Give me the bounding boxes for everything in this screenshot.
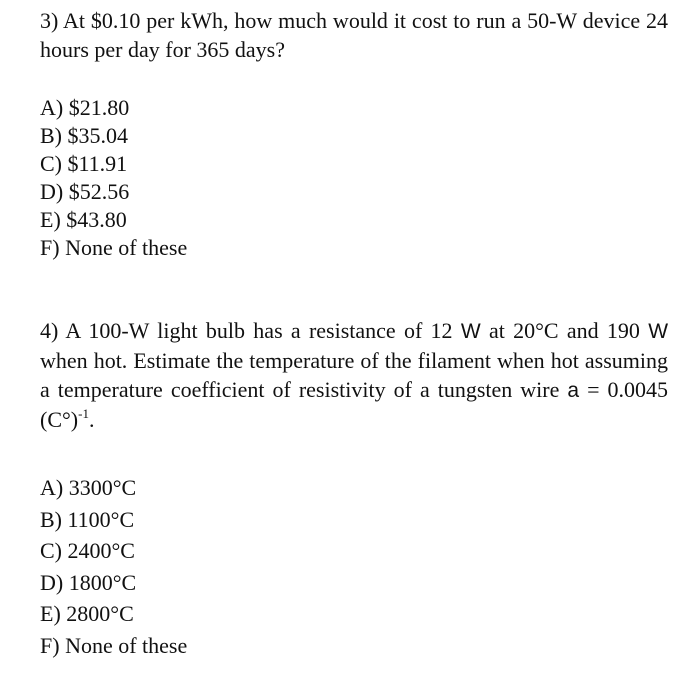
- question-4-stem: [40, 316, 668, 434]
- choice-text: None of these: [65, 235, 188, 260]
- choice-text: $43.80: [66, 207, 127, 232]
- choice-letter: F): [40, 632, 60, 658]
- choice-text: $11.91: [67, 151, 128, 176]
- question-text-part-1: A 100-W light bulb has a resistance of 12: [65, 318, 453, 343]
- choice-letter: D): [40, 179, 64, 204]
- choice-text: None of these: [65, 632, 188, 658]
- choice-text: 2400°C: [67, 538, 135, 563]
- answer-choice-b: [40, 122, 668, 150]
- answer-choices: [40, 472, 668, 661]
- answer-choice-d: [40, 178, 668, 206]
- answer-choice-d: [40, 567, 668, 599]
- answer-choice-a: [40, 472, 668, 504]
- answer-choice-f: [40, 630, 668, 662]
- choice-text: $21.80: [68, 95, 130, 120]
- question-text-part-2: at 20°C and 190: [488, 318, 640, 343]
- answer-choice-e: [40, 206, 668, 234]
- question-text-part-5: .: [88, 407, 95, 432]
- question-number: 4): [40, 318, 59, 343]
- question-text: At $0.10 per kWh, how much would it cost to run a 50-W device 24 hours per day for 365 days?: [40, 8, 668, 62]
- question-4: [40, 316, 668, 661]
- ohm-symbol: W: [648, 320, 669, 343]
- choice-text: 2800°C: [66, 601, 134, 626]
- question-text-part-3: when hot. Estimate the temperature of the filament when hot assuming a temperature coefficient of resistivity of a tungsten wire: [40, 348, 668, 402]
- answer-choice-c: [40, 535, 668, 567]
- answer-choice-e: [40, 598, 668, 630]
- question-3: [40, 6, 668, 262]
- ohm-symbol: W: [460, 320, 481, 343]
- choice-letter: A): [40, 95, 64, 120]
- choice-letter: C): [40, 151, 62, 176]
- question-number: 3): [40, 8, 59, 33]
- choice-text: $52.56: [68, 179, 130, 204]
- choice-letter: E): [40, 207, 61, 232]
- choice-letter: E): [40, 601, 61, 626]
- exponent: -1: [78, 406, 89, 421]
- answer-choices: [40, 94, 668, 262]
- question-text-part-4: = 0.0045 (C°): [40, 377, 669, 432]
- choice-text: 3300°C: [68, 475, 137, 500]
- alpha-symbol: a: [567, 379, 580, 402]
- choice-letter: F): [40, 235, 60, 260]
- choice-text: 1800°C: [68, 569, 137, 595]
- answer-choice-f: [40, 234, 668, 262]
- choice-letter: D): [40, 569, 64, 595]
- choice-text: $35.04: [67, 123, 128, 148]
- choice-text: 1100°C: [67, 506, 135, 532]
- choice-letter: A): [40, 475, 64, 500]
- answer-choice-b: [40, 504, 668, 536]
- question-3-stem: [40, 6, 668, 64]
- answer-choice-a: [40, 94, 668, 122]
- answer-choice-c: [40, 150, 668, 178]
- choice-letter: C): [40, 538, 62, 563]
- choice-letter: B): [40, 506, 62, 532]
- choice-letter: B): [40, 123, 62, 148]
